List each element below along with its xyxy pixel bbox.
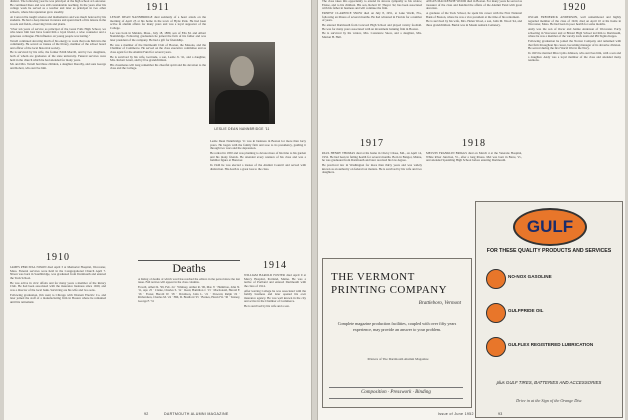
gulf-product-1 [486, 268, 612, 288]
class-notes-column-1: distinct. The following year he was principal of the high school at Lancaster. He continued there and was still considerable teaching. In the years after his college work he served as a teacher and later as principal in two other schools, where his reputation grew steadily. At Concord he taught science and mathematics and was much beloved by his students. He had a deep interest in nature and spent much of his leisure in the woods and fields, observing birds and plants. "Over ten years of service as principal of the Great Falls High School, we who knew him best have found him a loyal friend, a wise counselor and a generous colleague. His influence on young people was lasting." Tarrell continued devoting much of his energy to work that took him into the community. He served as trustee of the library, member of the school board and officer of the local historical society. He is survived by his wife, the former Edith Morrill, and by two daughters, both of whom are graduates of the state university. Funeral services were held in the church which he had attended for many years. Mr. and Mrs. Tarrell had three children, a daughter Dorothy, and sons George and Robert, who survive him. [10, 0, 106, 71]
gulf-logo-text: GULF [526, 217, 574, 236]
class-notes-column-3: Leslie Dean Nannbridge '11 was in business in Boston for more than forty years. He began with the family firm and rose to its presidency, guiding it through two wars and the depression. He retired in 1950 and was planning to devote more of his time to his garden and his many friends. He attended every reunion of his class and was a familiar figure at Hanover. In 1946 he was elected a trustee of the Alumni Council and served with distinction. His death is a great loss to the class. [210, 140, 306, 171]
gulf-tires-line: plus GULF TIRES, BATTERIES AND ACCESSORIES [496, 380, 602, 385]
year-heading-1917: 1917 [360, 138, 384, 149]
gulf-product-label: NO-NOX GASOLINE [508, 274, 552, 279]
year-heading-1918: 1918 [462, 138, 486, 149]
class-notes-column-6: ANGUS MACKENZIE WOOD died in Boston. For many years he served as treasurer of the class and handled the affairs of the Alumni Fund with great devotion. A graduate of the Tuck School, he spent his career with the First National Bank of Boston, where he was a vice president at the time of his retirement. He is survived by his wife, Mrs. Helen Wood, a son, John M. Wood '44, and three grandchildren. Burial was in Mount Auburn Cemetery. [426, 0, 522, 27]
vermont-printing-ad [322, 258, 472, 408]
left-page-number: 92 [144, 412, 149, 416]
year-heading-1911: 1911 [146, 2, 170, 13]
class-notes-column-9: 1920 OSCAR FREDERICK ANDERSON, well remembered and highly regarded member of the class of 1920, died on April 10 at his home in Worcester, Mass. He had been in poor health for some months. Andy was the son of Oscar and Jennie Anderson of Worcester. Early schooling in Worcester and at Bristol High School led him to Dartmouth, where he was a member of the varsity track team and Phi Sigma Kappa. Following graduation he joined the Norton Company and remained with that firm throughout his career, becoming manager of its abrasive division. He served during the first World War in the Navy. In 1923 he married Miss Lydia Johnson, who survives him, with a son and a daughter. Andy was a loyal member of the class and attended many reunions. [528, 2, 621, 63]
gulf-ad-tagline: FOR THESE QUALITY PRODUCTS AND SERVICES [486, 248, 612, 254]
year-heading-1910: 1910 [46, 252, 70, 263]
deaths-list: A listing of deaths of which word has reached the editors in the period since the last issue. Full notices will appear in the class columns. Fowell, Albert R. '99, Feb. 24 · Whitney, Arthur R. '06, Mar. 8 · Hamilton, John N. '11, Apr. 25 · Clarke, Charles S. '12 · Reed, Hamilton J. '13 · Macdonald, Harold F. '16 · Foster, Harold W. '18 · Davidson, John L. '21 · Doward, Ralph '22 · Richardson, Charles M. '24 · Hill, D. Bradford '25 · Barnes, Harold W. '30 · Tenney, George F. '31 [138, 278, 240, 303]
left-page [4, 0, 312, 420]
gulf-product-label: GULFLEX REGISTERED LUBRICATION [508, 342, 594, 347]
oil-can-icon [486, 303, 506, 323]
right-page [317, 0, 625, 420]
gulf-product-3 [486, 336, 612, 356]
year-heading-1920: 1920 [562, 2, 587, 13]
class-notes-column-4: 1914 WILLIAM HAROLD FOSTER died April 9 at Mercy Hospital, Portland, Maine. He was a native of Portland and entered Dartmouth with the class of 1914. After leaving College he was associated with the family business and later opened his own insurance agency. He was well known in the city and active in the Chamber of Commerce. He is survived by his wife and a son. [244, 260, 306, 309]
class-notes-column-2: 1911 LESLIE DEAN NANNBRIDGE died suddenly of a heart attack on the morning of April 25 at his home in the town of Hyde Park. He had been active in alumni affairs for many years and was a loyal supporter of the College. Les was born in Malden, Mass., July 18, 1889, son of Ella M. and Albert Nannbridge. Following graduation he joined the firm of his father and was later president of the company. He had a gift for friendship. He was a member of the Dartmouth Club of Boston, the Masons, and the Chamber of Commerce. He served on the class executive committee and as class agent for the Alumni Fund for several years. He is survived by his wife, Gertrude, a son, Leslie Jr. '41, and a daughter, Mrs. Robert Grant, and by five grandchildren. His classmates will long remember his cheerful spirit and his devotion to the class and the College. [110, 2, 206, 71]
portrait-photo [209, 42, 275, 124]
vermont-ad-tagline: Composition · Presswork · Binding [329, 387, 463, 399]
gasoline-pump-icon [486, 269, 506, 289]
gulf-sign-line: Drive in at the Sign of the Orange Disc [516, 398, 582, 403]
vermont-ad-place: Brattleboro, Vermont [418, 301, 461, 306]
class-notes-column-8: 1918 MELVIN FRANKLIN BRIGGS died on March 4 at the Veterans Hospital, White River Junction, Vt., after a long illness. Mel was born in Barre, Vt., and attended Spaulding High School before entering Dartmouth. [426, 138, 522, 163]
class-notes-column-5: The class takes this opportunity to extend its sincere sympathy to his widow, Eloise, and to his children. His son, Robert W. Thayer '42, has been associated with his father in business and will continue the firm. ERNEST CLARENCE SNOW died on July 8, 1951, at Lake Worth, Fla., following an illness of several months. He had wintered in Florida for a number of years. He entered Dartmouth from Concord High School and played varsity football. He was for many years associated with an investment banking firm in Boston. He is survived by his widow, Mrs. Constance Snow, and a daughter, Mrs. Marion H. Hall. [322, 0, 422, 39]
left-page-folio [144, 412, 149, 416]
class-notes-column-7: 1917 PAUL HENRY THOMAS died at his home in Chevy Chase, Md., on April 14, 1952. He had been in failing health for several months. Born in Bangor, Maine, he was graduated from Dartmouth and later received his law degree. He practiced law in Washington for more than thirty years and was widely known as an authority on federal tax matters. He is survived by his wife and two daughters. [322, 138, 422, 175]
gulf-logo [513, 208, 587, 246]
gulf-ad [475, 201, 623, 418]
left-page-footer: DARTMOUTH ALUMNI MAGAZINE [164, 412, 229, 416]
photo-caption: LESLIE DEAN NANNBRIDGE '11 [214, 127, 270, 131]
vermont-ad-body: Complete magazine production facilities, coupled with over fifty years experience, may provide an answer to your problem. [337, 321, 457, 332]
right-page-folio [498, 412, 503, 416]
right-page-footer: Issue of June 1952 [438, 412, 474, 416]
class-notes-column-1b: 1910 JAMES PERCIVAL NIXON died April 3 at Memorial Hospital, Worcester, Mass. Funeral services were held in the Congregational Church April 7. Nixon was born in Southbridge, was graduated from Dartmouth and entered the Tuck School. He was active in civic affairs and for many years a member of the Rotary Club. He had been associated with the insurance business since 1920, and was a director of the local bank. Surviving are his wife and two sons. Following graduation, Jim went to Chicago with Western Electric Co. and later joined the staff of a manufacturing firm in Boston where he remained until his retirement. [10, 252, 106, 304]
lubrication-icon [486, 337, 506, 357]
vermont-ad-signature: Printers of The Dartmouth Alumni Magazine [367, 357, 429, 361]
vermont-ad-title: THE VERMONT PRINTING COMPANY [331, 271, 448, 296]
year-heading-1914-left: 1914 [263, 260, 287, 271]
right-page-number: 93 [498, 412, 503, 416]
portrait-face [230, 56, 254, 86]
deaths-heading: Deaths [172, 261, 206, 275]
gulf-product-2 [486, 302, 612, 322]
portrait-suit [215, 90, 269, 124]
gulf-product-label: GULFPRIDE OIL [508, 308, 544, 313]
